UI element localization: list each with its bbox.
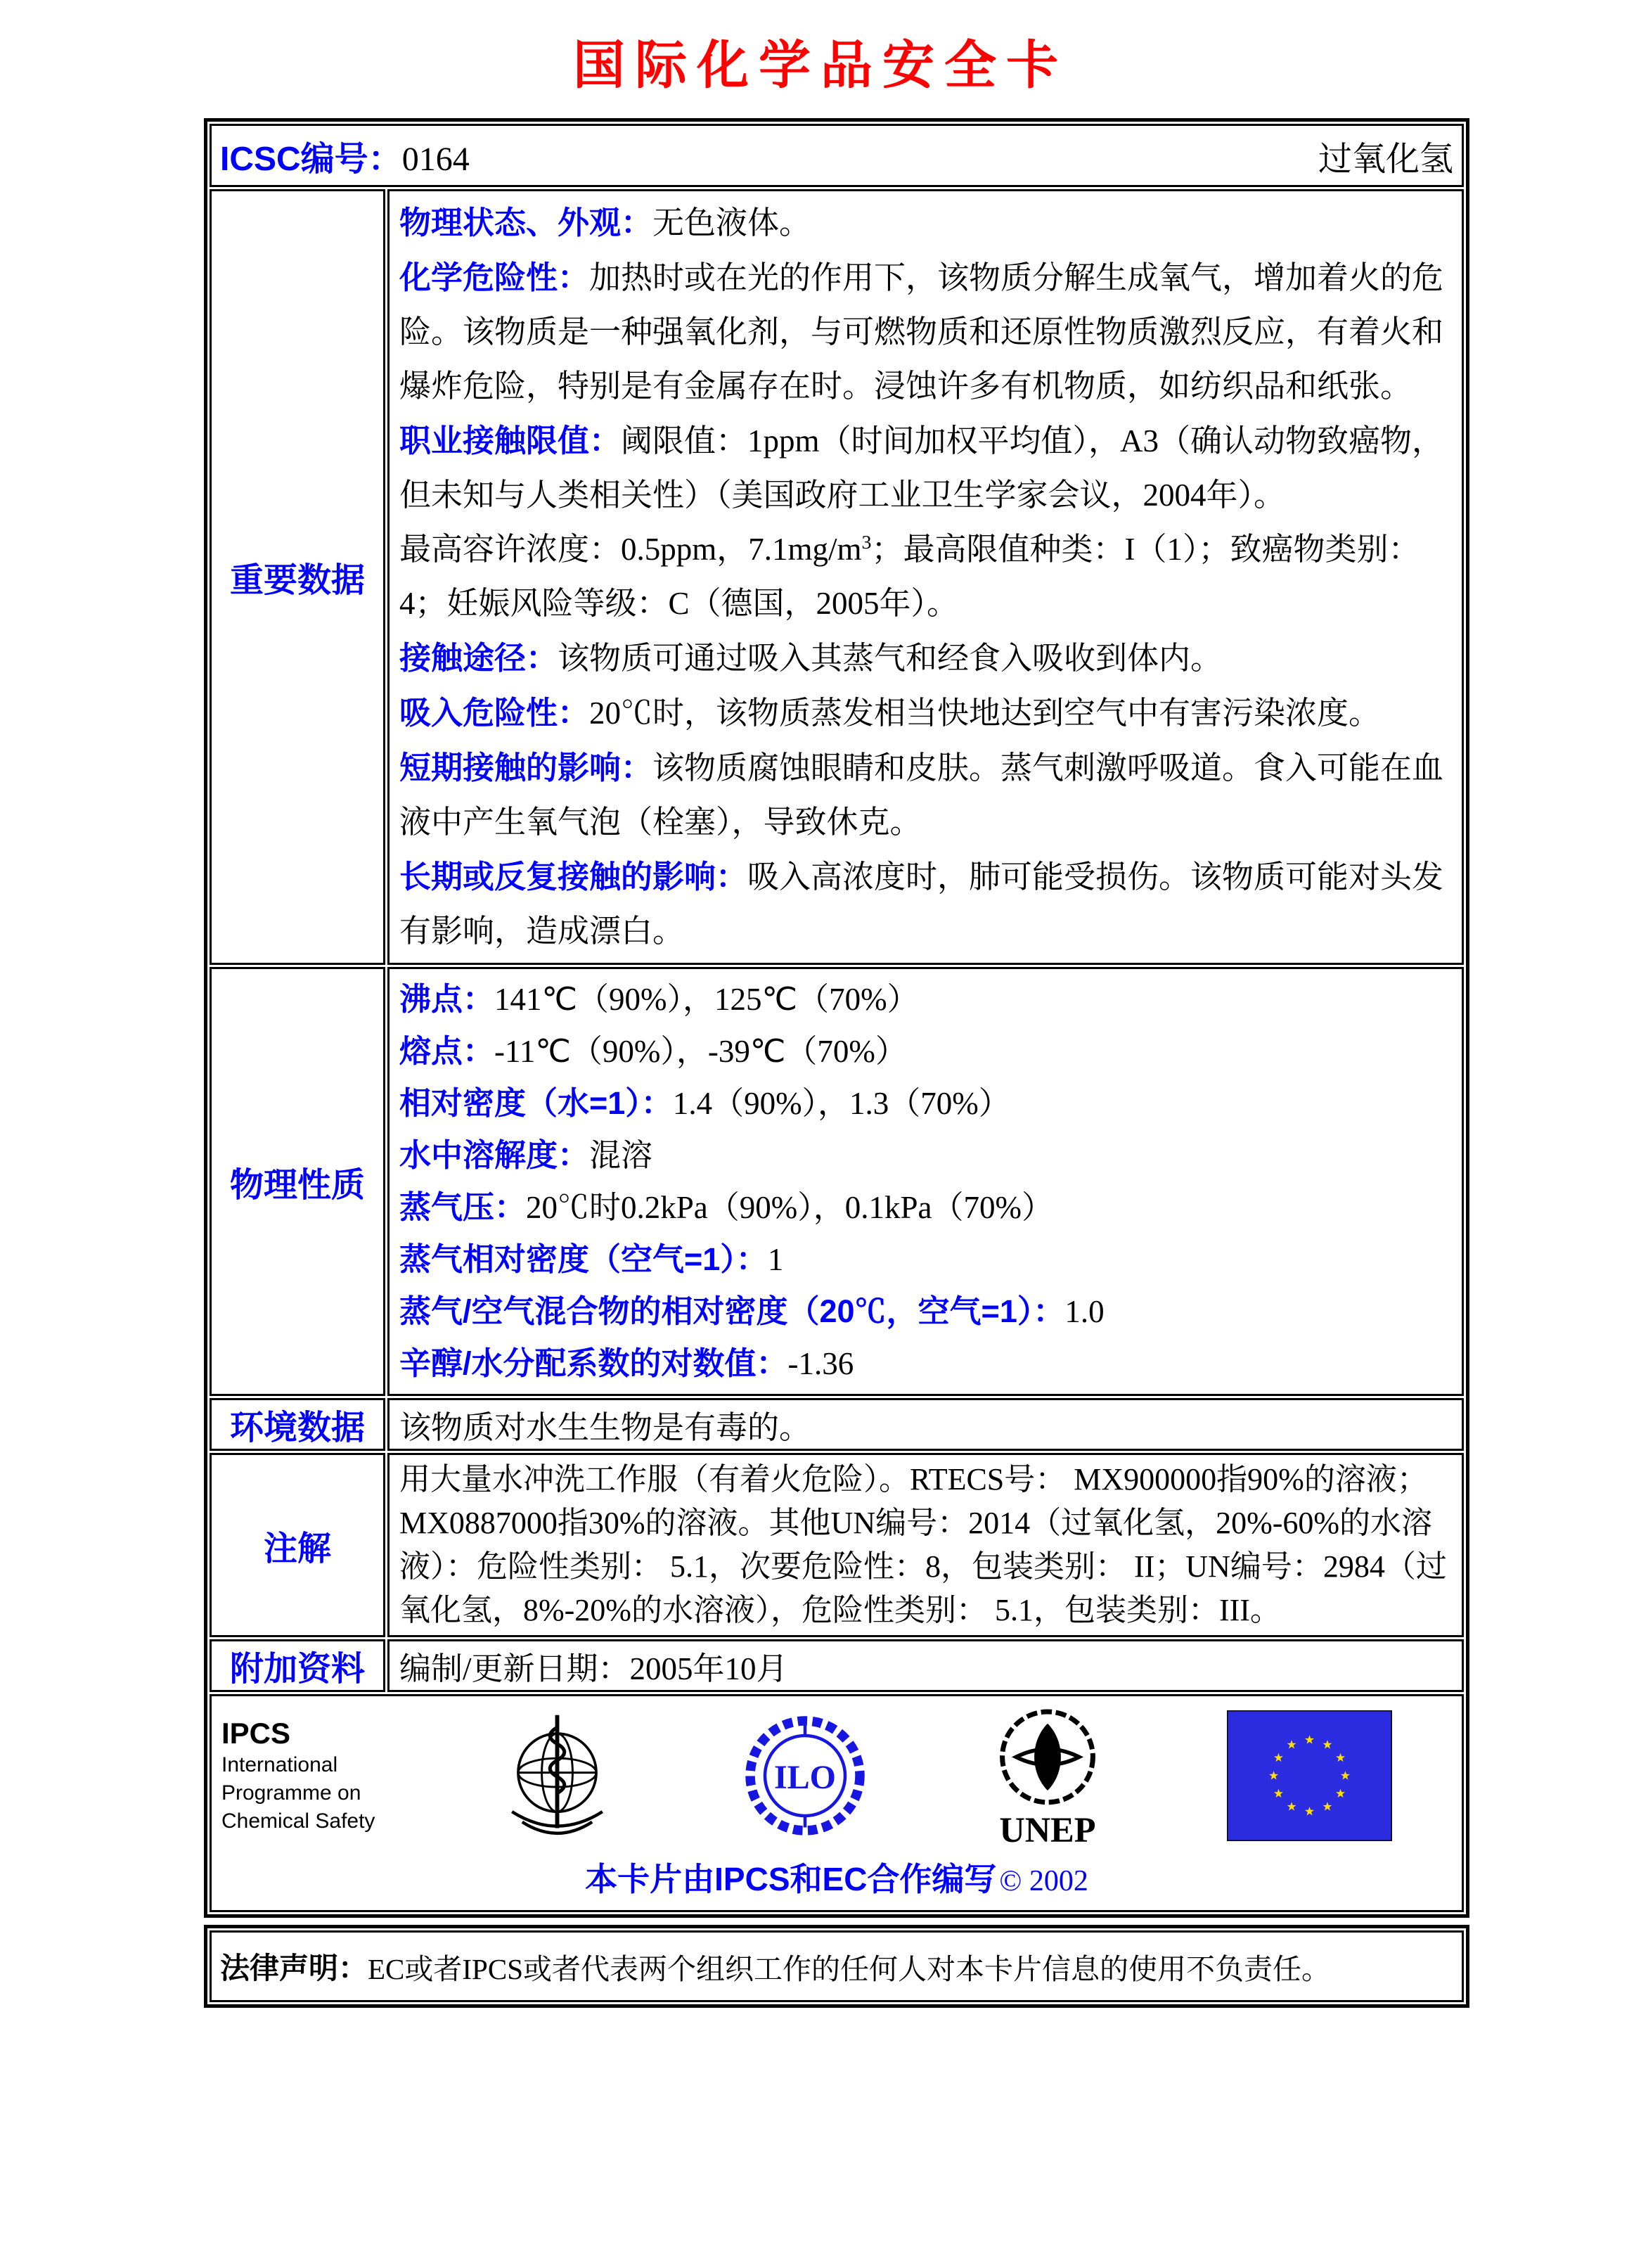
paragraph-label: 长期或反复接触的影响： [399,859,748,895]
notes-text: 用大量水冲洗工作服（有着火危险）。RTECS号： MX900000指90%的溶液；MX0887000指30%的溶液。其他UN编号：2014（过氧化氢，20%-60%的水溶液）：危险性类别： 5.1，次要危险性：8，包装类别： II；UN编号：2984（过氧化氢，8%-20%的水溶液），危险性类别： 5.1，包装类别：III。 [399,1462,1447,1627]
paragraph-text: 最高容许浓度：0.5ppm，7.1mg/m [399,532,862,567]
legal-notice-label: 法律声明： [220,1952,368,1985]
property-value: 141℃（90%），125℃（70%） [494,982,919,1017]
logo-spread [432,1702,1452,1850]
water-solubility-item [399,1129,1452,1181]
unep-logo-icon [988,1702,1107,1850]
paragraph-label: 短期接触的影响： [399,750,653,786]
ilo-logo-text: ILO [773,1759,837,1796]
important-data-content [387,189,1464,965]
paragraph-label: 职业接触限值： [399,423,622,459]
property-label: 沸点： [399,981,495,1017]
boiling-point-item [399,973,1452,1025]
vapor-density-item [399,1234,1452,1286]
chemical-name: 过氧化氢 [1318,140,1453,178]
additional-info-row [210,1639,1464,1692]
paragraph-text: 该物质可通过吸入其蒸气和经食入吸收到体内。 [558,641,1223,676]
property-label: 相对密度（水=1）： [399,1085,673,1121]
paragraph-text: 无色液体。 [652,205,811,241]
vapor-air-mixture-density-item [399,1286,1452,1338]
melting-point-item [399,1025,1452,1077]
environmental-data-text: 该物质对水生生物是有毒的。 [399,1410,811,1445]
property-value: -11℃（90%），-39℃（70%） [494,1034,907,1069]
legal-notice-row [210,1930,1464,2002]
notes-row [210,1453,1464,1637]
occupational-exposure-paragraph [399,414,1452,523]
paragraph-text: ；最高限值种类：I（1）；致癌物类别：4；妊娠风险等级：C（德国，2005年）。 [399,532,1420,621]
property-label: 辛醇/水分配系数的对数值： [399,1345,788,1381]
additional-info-text: 编制/更新日期：2005年10月 [399,1651,788,1686]
property-label: 蒸气相对密度（空气=1）： [399,1241,768,1277]
paragraph-label: 吸入危险性： [399,695,590,731]
ipcs-text-block [221,1716,432,1835]
important-data-row [210,189,1464,965]
notes-content [387,1453,1464,1637]
mac-paragraph [399,523,1452,631]
long-term-effects-paragraph [399,850,1452,959]
property-value: 1.4（90%），1.3（70%） [672,1086,1010,1121]
property-value: 混溶 [589,1138,653,1173]
property-label: 熔点： [399,1033,495,1069]
property-value: 20℃时0.2kPa（90%），0.1kPa（70%） [526,1190,1053,1225]
eu-flag-icon [1227,1710,1392,1841]
header-cell [210,124,1464,187]
copyright-text: © 2002 [999,1865,1088,1897]
paragraph-label: 接触途径： [399,640,558,676]
ipcs-subtitle-line: Programme on [221,1781,361,1805]
property-value: 1 [767,1242,784,1277]
paragraph-text: 加热时或在光的作用下，该物质分解生成氧气，增加着火的危险。该物质是一种强氧化剂，与可燃物质和还原性物质激烈反应，有着火和爆炸危险，特别是有金属存在时。浸蚀许多有机物质，如纺织品和纸张。 [399,260,1444,404]
page-title: 国际化学品安全卡 [573,37,1068,95]
property-label: 水中溶解度： [399,1137,590,1173]
logos-row [210,1694,1464,1912]
paragraph-text: 吸入高浓度时，肺可能受损伤。该物质可能对头发有影响，造成漂白。 [399,859,1444,949]
short-term-effects-paragraph [399,741,1452,850]
legal-notice-text: EC或者IPCS或者代表两个组织工作的任何人对本卡片信息的使用不负责任。 [368,1952,1331,1985]
ipcs-subtitle-line: Chemical Safety [221,1809,375,1833]
row-label-text: 重要数据 [229,562,365,599]
paragraph-text: 该物质腐蚀眼睛和皮肤。蒸气刺激呼吸道。食入可能在血液中产生氧气泡（栓塞），导致休克。 [399,750,1444,840]
additional-info-row-label [210,1639,385,1692]
important-data-row-label [210,189,385,965]
row-label-text: 环境数据 [229,1409,365,1447]
chemical-danger-paragraph [399,250,1452,414]
property-value: 1.0 [1064,1294,1105,1329]
ipcs-title: IPCS [221,1717,291,1750]
paragraph-text: 20℃时，该物质蒸发相当快地达到空气中有害污染浓度。 [589,696,1381,731]
logos-cell [210,1694,1464,1912]
physical-properties-content [387,967,1464,1396]
icsc-number-label: ICSC编号： [220,140,402,178]
octanol-water-partition-item [399,1338,1452,1390]
property-value: -1.36 [787,1346,854,1381]
inhalation-risk-paragraph [399,686,1452,741]
property-label: 蒸气/空气混合物的相对密度（20℃，空气=1）： [399,1293,1065,1329]
legal-notice-cell [210,1930,1464,2002]
cooperation-caption [221,1850,1452,1906]
relative-density-item [399,1077,1452,1129]
environmental-data-row [210,1398,1464,1451]
paragraph-text: 阈限值：1ppm（时间加权平均值），A3（确认动物致癌物，但未知与人类相关性）（美国政府工业卫生学家会议，2004年）。 [399,423,1444,513]
row-label-text: 物理性质 [229,1166,365,1204]
icsc-number-value: 0164 [401,140,470,178]
paragraph-label: 物理状态、外观： [399,205,653,241]
physical-state-paragraph [399,196,1452,250]
ipcs-subtitle-line: International [221,1753,338,1776]
header-row [210,124,1464,187]
environmental-data-row-label [210,1398,385,1451]
paragraph-label: 化学危险性： [399,260,590,295]
row-label-text: 注解 [263,1530,331,1568]
vapor-pressure-item [399,1181,1452,1234]
cooperation-caption-text: 本卡片由IPCS和EC合作编写 [585,1861,997,1897]
unep-logo-text: UNEP [999,1809,1096,1850]
row-label-text: 附加资料 [229,1651,365,1688]
exposure-routes-paragraph [399,631,1452,686]
physical-properties-row-label [210,967,385,1396]
notes-row-label [210,1453,385,1637]
safety-card-table [204,118,1469,1918]
additional-info-content [387,1639,1464,1692]
environmental-data-content [387,1398,1464,1451]
icsc-number [220,132,470,180]
superscript: 3 [861,532,872,553]
legal-notice-box [204,1925,1469,2008]
physical-properties-row [210,967,1464,1396]
ilo-logo-icon [742,1709,868,1843]
logos-strip [221,1702,1452,1850]
who-logo-icon [492,1709,622,1843]
property-label: 蒸气压： [399,1189,527,1225]
